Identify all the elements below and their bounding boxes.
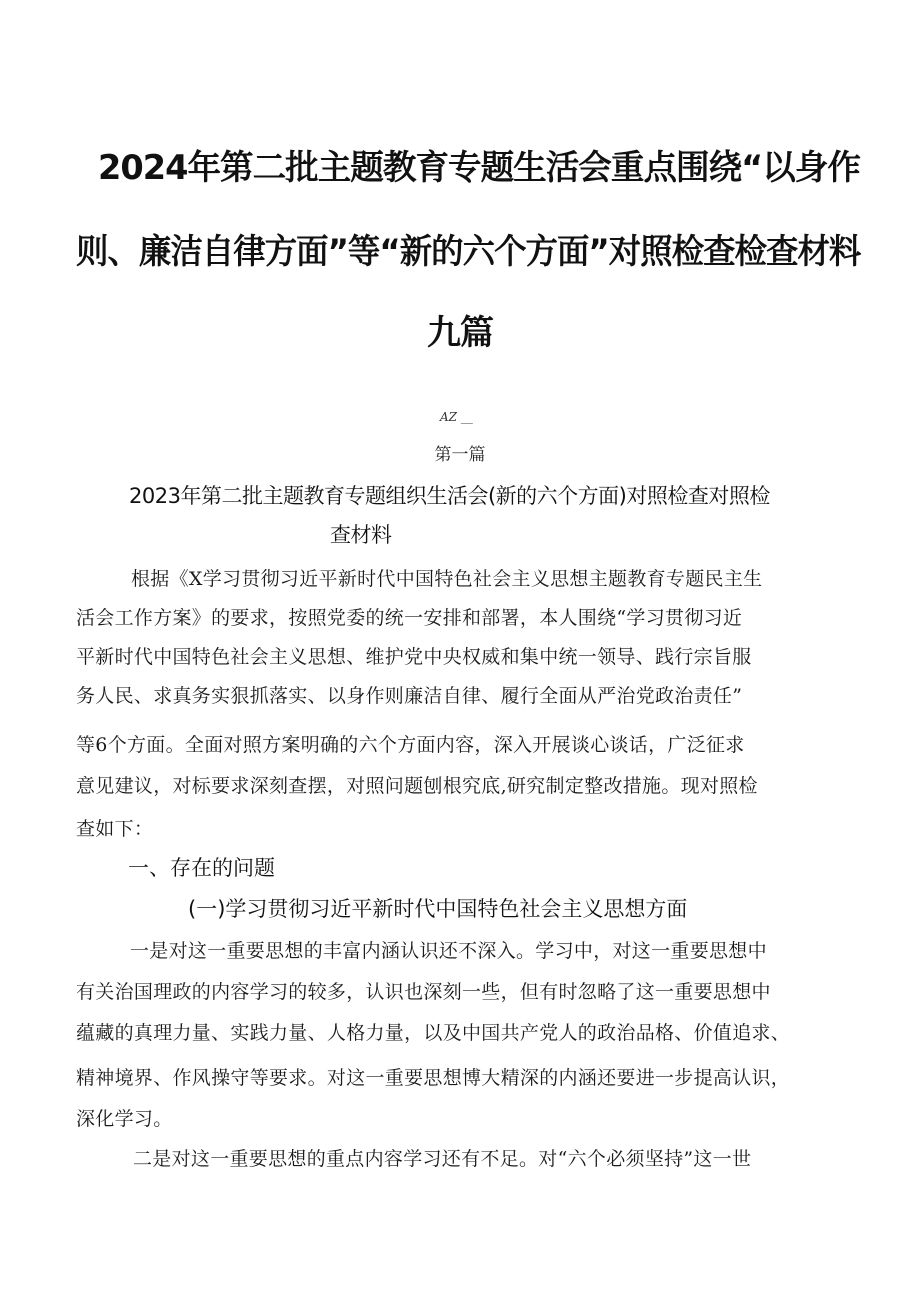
section-heading: 一、存在的问题: [128, 856, 275, 880]
intro-line: 意见建议，对标要求深刻查摆，对照问题刨根究底,研究制定整改措施。现对照检: [76, 775, 758, 797]
doc-title-line-1: 2024年第二批主题教育专题生活会重点围绕“以身作: [98, 148, 860, 188]
chapter-label: 第一篇: [434, 445, 486, 465]
intro-line: 平新时代中国特色社会主义思想、维护党中央权威和集中统一领导、践行宗旨服: [76, 646, 752, 668]
doc-title-line-3: 九篇: [427, 313, 493, 353]
intro-line: 活会工作方案》的要求，按照党委的统一安排和部署，本人围绕“学习贯彻习近: [76, 607, 743, 629]
small-marker: AZ __: [440, 410, 473, 424]
paragraph-line: 二是对这一重要思想的重点内容学习还有不足。对“六个必须坚持”这一世: [133, 1148, 752, 1170]
intro-line: 根据《X学习贯彻习近平新时代中国特色社会主义思想主题教育专题民主生: [131, 568, 763, 590]
subtitle-line-1: 2023年第二批主题教育专题组织生活会(新的六个方面)对照检查对照检: [129, 484, 770, 508]
intro-line: 等6个方面。全面对照方案明确的六个方面内容，深入开展谈心谈话，广泛征求: [76, 734, 745, 756]
paragraph-line: 有关治国理政的内容学习的较多，认识也深刻一些，但有时忽略了这一重要思想中: [76, 981, 771, 1003]
paragraph-line: 一是对这一重要思想的丰富内涵认识还不深入。学习中，对这一重要思想中: [130, 940, 767, 962]
intro-line: 查如下：: [76, 818, 154, 840]
paragraph-line: 蕴藏的真理力量、实践力量、人格力量，以及中国共产党人的政治品格、价值追求、: [76, 1022, 791, 1044]
subtitle-line-2: 查材料: [330, 523, 392, 547]
paragraph-line: 精神境界、作风操守等要求。对这一重要思想博大精深的内涵还要进一步提高认识，: [76, 1067, 791, 1089]
intro-line: 务人民、求真务实狠抓落实、以身作则廉洁自律、履行全面从严治党政治责任”: [76, 685, 743, 707]
section-subheading: (一)学习贯彻习近平新时代中国特色社会主义思想方面: [188, 897, 688, 921]
doc-title-line-2: 则、廉洁自律方面”等“新的六个方面”对照检查检查材料: [76, 232, 861, 272]
paragraph-line: 深化学习。: [76, 1108, 173, 1130]
